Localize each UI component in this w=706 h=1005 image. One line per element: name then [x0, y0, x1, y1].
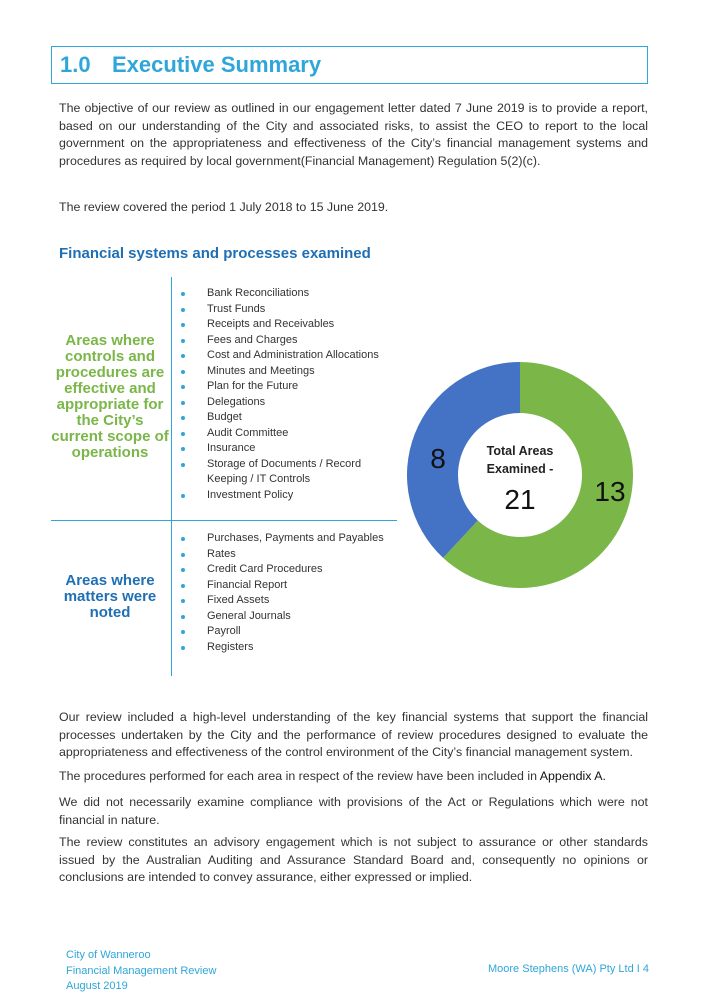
list-item: Fees and Charges [178, 333, 397, 349]
list-item: Budget [178, 410, 397, 426]
list-item: Registers [178, 640, 397, 656]
list-item: Trust Funds [178, 302, 397, 318]
donut-center-label-line2: Examined - [486, 462, 554, 476]
noted-items-list [178, 531, 397, 655]
list-item: Investment Policy [178, 488, 397, 504]
list-item: General Journals [178, 609, 397, 625]
section-header-box [51, 46, 648, 84]
noted-areas-label: Areas where matters were noted [63, 572, 157, 621]
list-item: Storage of Documents / Record Keeping / IT Controls [178, 457, 397, 488]
list-item: Minutes and Meetings [178, 364, 397, 380]
footer-date: August 2019 [66, 980, 128, 992]
section-title-text: Executive Summary [112, 52, 322, 77]
period-paragraph: The review covered the period 1 July 2018 to 15 June 2019. [59, 200, 389, 214]
slice-value-effective: 13 [594, 476, 626, 507]
donut-center-label-line1: Total Areas [486, 444, 554, 458]
section-number: 1.0 [60, 52, 91, 77]
body-paragraph-1: Our review included a high-level understanding of the key financial systems that support the financial processes undertaken by the City and the performance of review procedures designed to evaluate the appropriateness and effectiveness of the control environment of the City’s financial management system. [59, 710, 648, 760]
systems-heading: Financial systems and processes examined [59, 245, 371, 262]
appendix-a-link[interactable]: Appendix A. [539, 769, 606, 783]
body-paragraph-3: We did not necessarily examine compliance with provisions of the Act or Regulations which were not financial in nature. [59, 795, 648, 827]
divider-vertical [171, 277, 172, 676]
list-item: Rates [178, 547, 397, 563]
list-item: Fixed Assets [178, 593, 397, 609]
list-item: Bank Reconciliations [178, 286, 397, 302]
list-item: Delegations [178, 395, 397, 411]
effective-items-list [178, 286, 397, 503]
body-paragraph-2-text: The procedures performed for each area in respect of the review have been included in [59, 769, 540, 783]
slice-value-noted: 8 [430, 443, 446, 474]
list-item: Plan for the Future [178, 379, 397, 395]
list-item: Insurance [178, 441, 397, 457]
list-item: Payroll [178, 624, 397, 640]
total-areas-donut-chart [405, 360, 641, 590]
footer-city: City of Wanneroo [66, 949, 151, 961]
footer-right: Moore Stephens (WA) Pty Ltd I 4 [488, 963, 649, 975]
footer-report-name: Financial Management Review [66, 964, 217, 977]
section-title [60, 52, 321, 78]
body-paragraph-2 [59, 768, 648, 786]
divider-horizontal [51, 520, 397, 521]
objective-paragraph: The objective of our review as outlined in our engagement letter dated 7 June 2019 is to provide a report, based on our understanding of the City and associated risks, to assist the CEO to report to the local government on the appropriateness and effectiveness of the City’s financial management systems and procedures as required by local government(Financial Management) Regulation 5(2)(c). [59, 101, 648, 168]
donut-slice-noted [407, 362, 520, 558]
body-paragraph-4: The review constitutes an advisory engagement which is not subject to assurance or other standards issued by the Australian Auditing and Assurance Standard Board and, consequently no opinions or conclusions are intended to convey assurance, either expressed or implied. [59, 835, 648, 885]
list-item: Financial Report [178, 578, 397, 594]
list-item: Audit Committee [178, 426, 397, 442]
footer-left [66, 948, 216, 995]
list-item: Receipts and Receivables [178, 317, 397, 333]
effective-areas-label: Areas where controls and procedures are effective and appropriate for the City’s current scope of operations [51, 332, 169, 461]
list-item: Credit Card Procedures [178, 562, 397, 578]
list-item: Cost and Administration Allocations [178, 348, 397, 364]
list-item: Purchases, Payments and Payables [178, 531, 397, 547]
donut-center-value: 21 [504, 484, 536, 515]
